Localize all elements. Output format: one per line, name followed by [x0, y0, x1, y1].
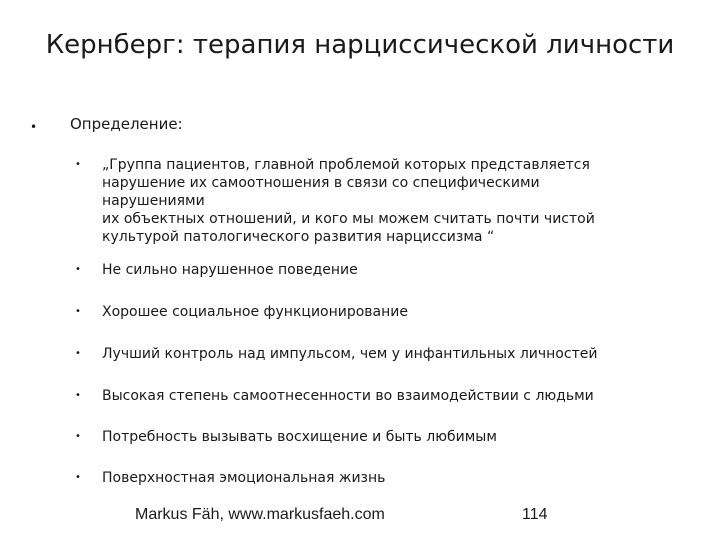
definition-label: Определение: — [70, 115, 183, 133]
bullet-text: Потребность вызывать восхищение и быть любимым — [102, 429, 497, 445]
bullet-marker: • — [75, 472, 81, 483]
bullet-marker: • — [75, 431, 81, 442]
bullet-marker: • — [75, 348, 81, 359]
bullet-marker: • — [75, 264, 81, 275]
bullet-marker: • — [30, 120, 38, 134]
bullet-marker: • — [75, 390, 81, 401]
bullet-text: Лучший контроль над импульсом, чем у инфантильных личностей — [102, 346, 598, 362]
bullet-text: Высокая степень самоотнесенности во взаимодействии с людьми — [102, 388, 594, 404]
footer-author: Markus Fäh, www.markusfaeh.com — [135, 506, 385, 523]
page-number: 114 — [522, 506, 548, 523]
bullet-text: Поверхностная эмоциональная жизнь — [102, 470, 386, 486]
definition-quote: „Группа пациентов, главной проблемой которых представляется нарушение их самоотношения в связи со специфическими нарушениями их объектных отношений, и кого мы можем считать почти чистой культурой патологического развития нарциссизма “ — [102, 157, 595, 245]
bullet-text: Хорошее социальное функционирование — [102, 304, 409, 320]
slide-title: Кернберг: терапия нарциссической личности — [45, 30, 675, 60]
bullet-text: Не сильно нарушенное поведение — [102, 262, 358, 278]
bullet-marker: • — [75, 306, 81, 317]
bullet-marker: • — [75, 159, 81, 170]
